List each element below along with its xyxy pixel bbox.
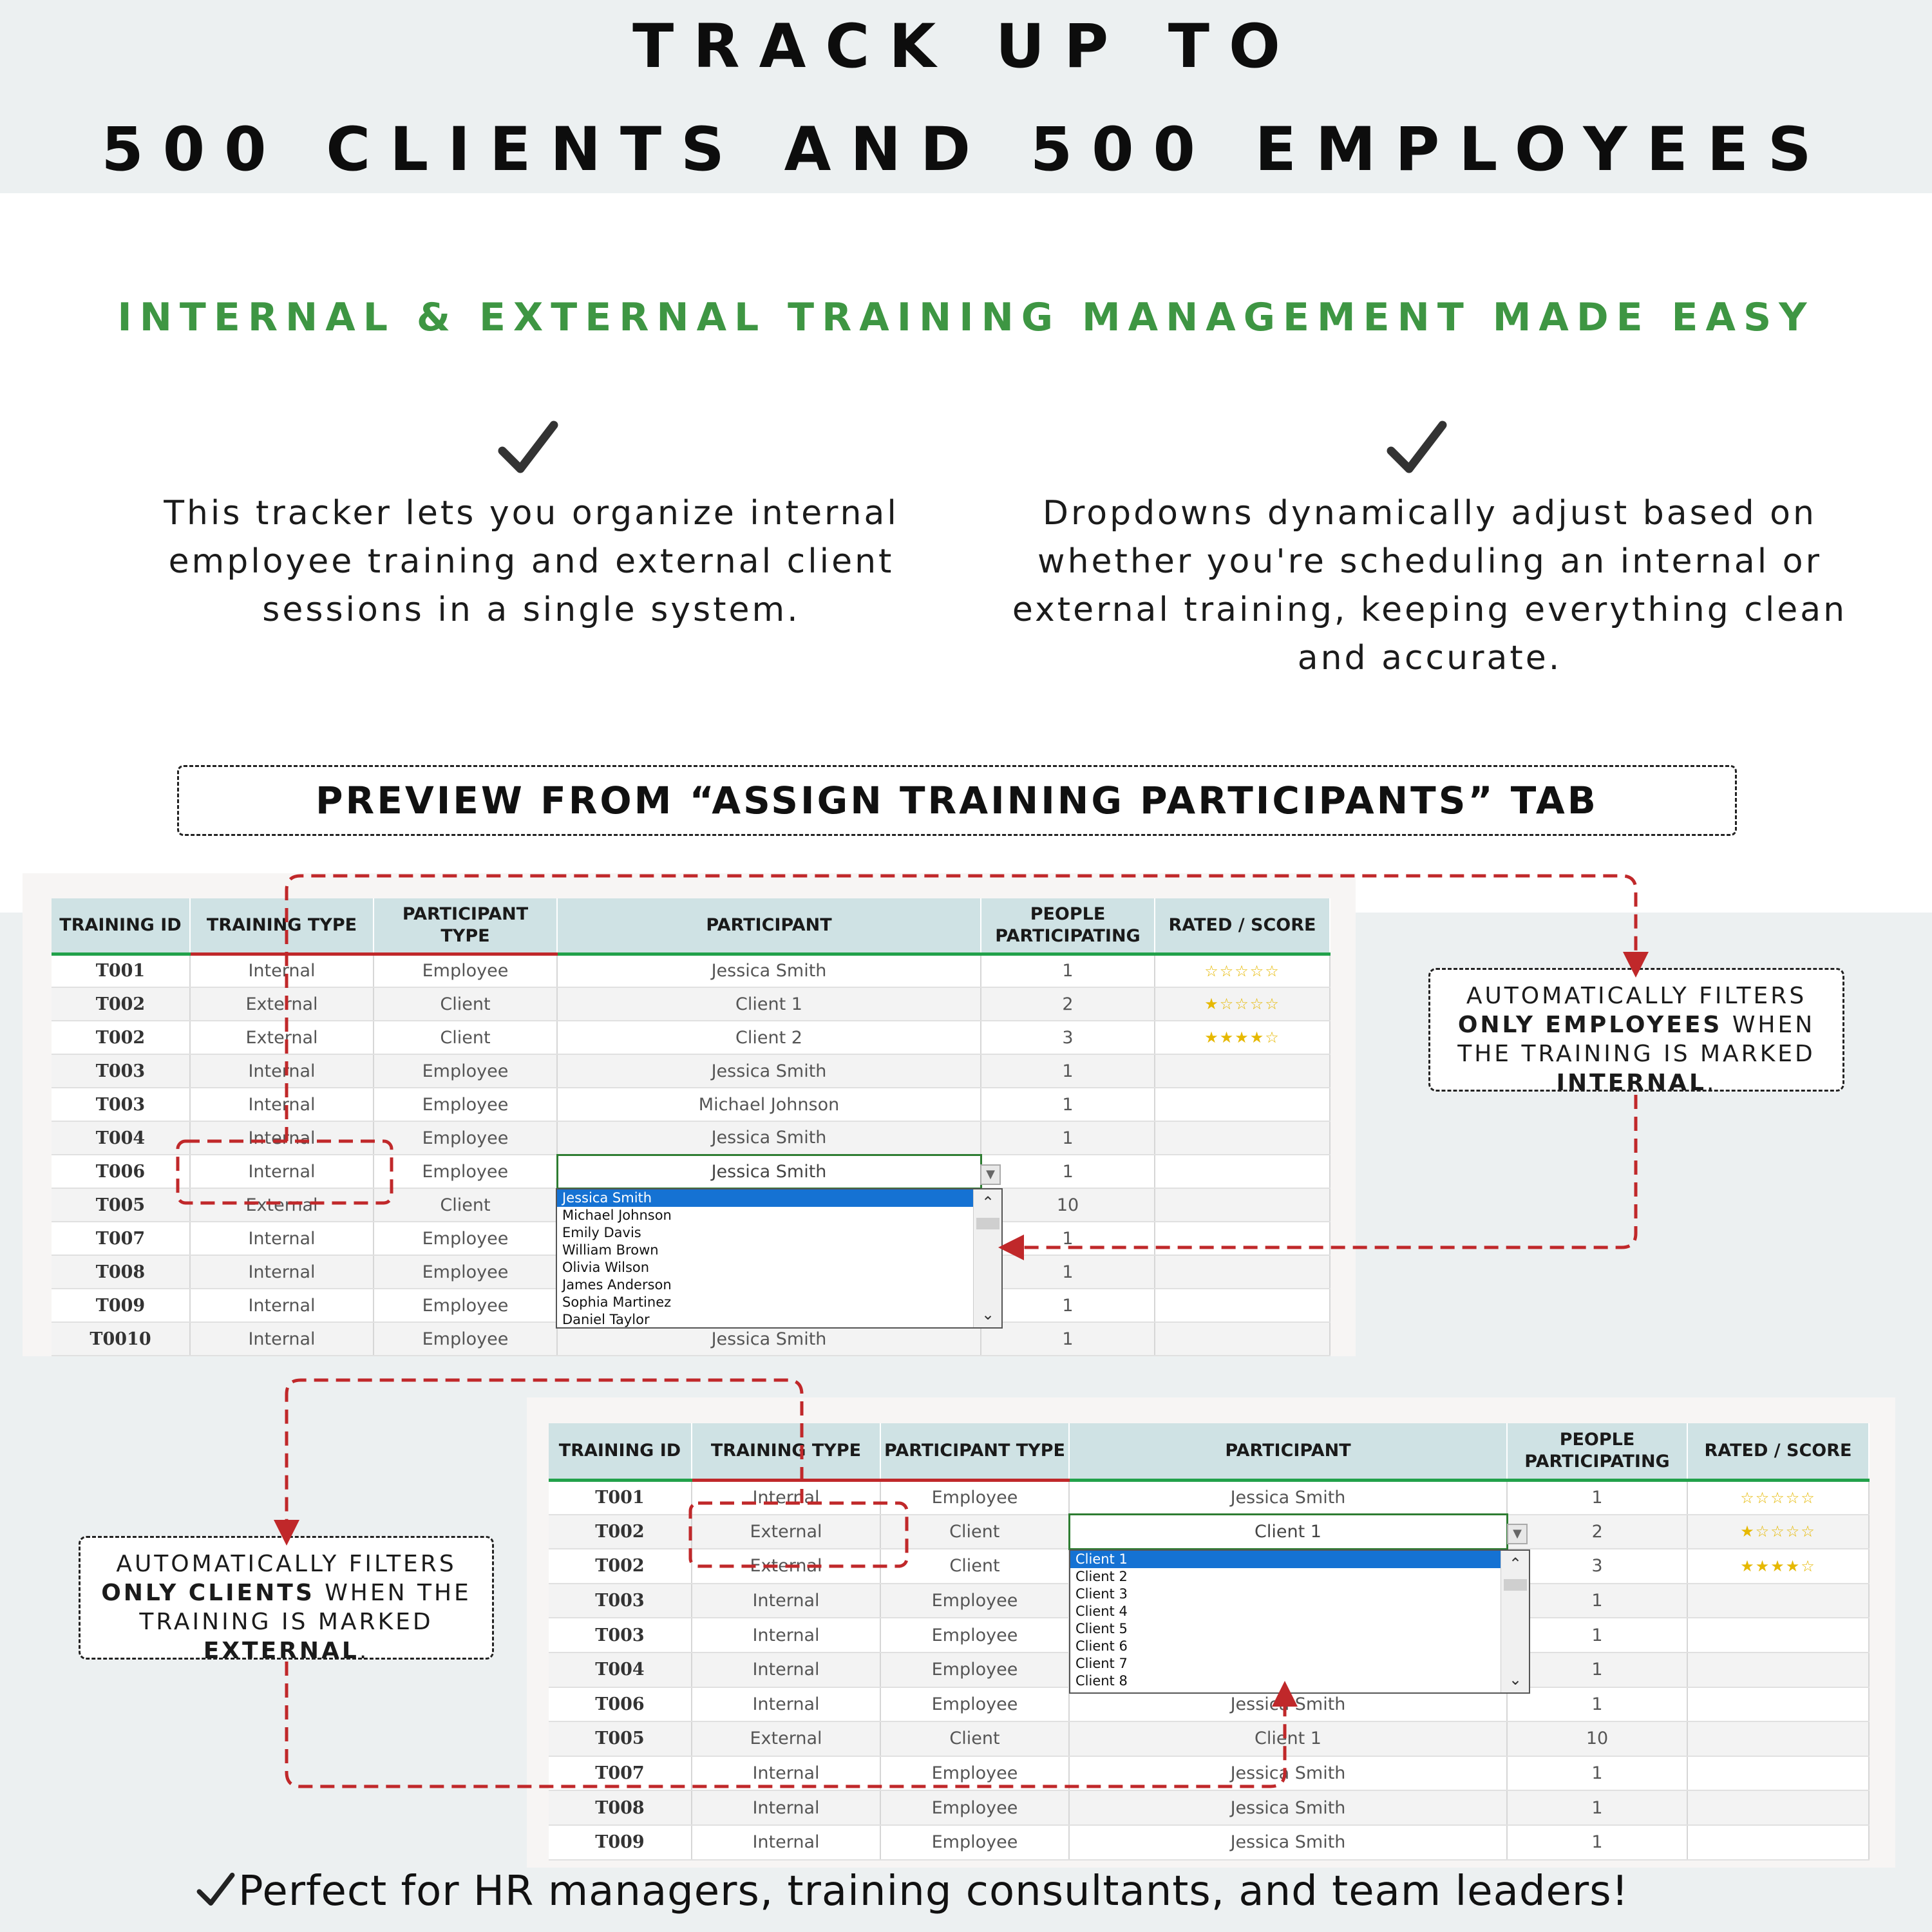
dropdown-option[interactable]: William Brown [562,1242,659,1258]
cell-rated-score[interactable] [1155,1054,1330,1088]
cell-training-id[interactable]: T009 [549,1825,692,1860]
cell-participant-type[interactable]: Client [374,1021,557,1054]
cell-training-type[interactable]: External [190,1188,374,1222]
cell-training-id[interactable]: T007 [52,1222,190,1255]
dropdown-scrollbar[interactable] [1501,1551,1529,1692]
cell-people-participating[interactable]: 1 [981,1121,1155,1155]
cell-rated-score[interactable] [1155,1155,1330,1188]
cell-participant[interactable]: Jessica Smith [1069,1825,1507,1860]
table-row [52,1054,1330,1088]
headline-line-2: 500 CLIENTS AND 500 EMPLOYEES [101,115,1831,185]
cell-training-type[interactable]: Internal [190,1322,374,1356]
cell-participant-type[interactable]: Employee [374,1255,557,1289]
cell-training-type[interactable]: Internal [190,1155,374,1188]
dropdown-option[interactable]: Client 8 [1075,1673,1128,1689]
cell-participant-type[interactable]: Client [880,1549,1069,1584]
cell-training-type[interactable]: Internal [190,1222,374,1255]
cell-rated-score[interactable] [1687,1756,1869,1791]
dropdown-arrow-icon[interactable]: ▼ [1507,1524,1528,1544]
cell-training-id[interactable]: T005 [52,1188,190,1222]
participant-dropdown-clients[interactable] [1069,1549,1530,1694]
checkmark-icon [1385,417,1449,482]
cell-people-participating[interactable]: 1 [1507,1584,1687,1618]
cell-training-id[interactable]: T008 [549,1790,692,1825]
cell-participant-type[interactable]: Employee [374,1088,557,1121]
cell-rated-score[interactable]: ★☆☆☆☆ [1687,1515,1869,1549]
footer-tagline: Perfect for HR managers, training consultants, and team leaders! [193,1868,1803,1915]
cell-training-id[interactable]: T004 [549,1653,692,1687]
dropdown-option[interactable]: Client 3 [1075,1586,1128,1602]
cell-participant-type[interactable]: Employee [880,1618,1069,1653]
scroll-up-icon[interactable]: ⌃ [981,1193,995,1211]
cell-training-type[interactable]: Internal [692,1584,880,1618]
cell-training-id[interactable]: T009 [52,1289,190,1322]
cell-participant-type[interactable]: Employee [374,1289,557,1322]
cell-training-type[interactable]: Internal [692,1480,880,1515]
cell-training-type[interactable]: Internal [692,1653,880,1687]
dropdown-option[interactable]: Client 5 [1075,1621,1128,1636]
cell-training-type[interactable]: External [692,1721,880,1756]
table-row [52,1155,1330,1188]
cell-training-id[interactable]: T001 [549,1480,692,1515]
callout-external: AUTOMATICALLY FILTERS ONLY CLIENTS WHEN THE TRAINING IS MARKED EXTERNAL. [79,1536,494,1660]
cell-training-type[interactable]: External [190,1021,374,1054]
table-row [549,1515,1869,1549]
cell-training-type[interactable]: External [190,987,374,1021]
cell-rated-score[interactable] [1155,1188,1330,1222]
cell-rated-score[interactable] [1687,1618,1869,1653]
dropdown-option[interactable]: Michael Johnson [562,1208,672,1223]
dropdown-option[interactable]: Client 4 [1075,1604,1128,1619]
table-row [52,1088,1330,1121]
cell-people-participating[interactable]: 2 [981,987,1155,1021]
table-row [549,1790,1869,1825]
cell-training-type[interactable]: Internal [692,1790,880,1825]
cell-people-participating[interactable]: 1 [981,1054,1155,1088]
cell-people-participating[interactable]: 1 [981,1255,1155,1289]
subtitle: INTERNAL & EXTERNAL TRAINING MANAGEMENT MADE EASY [117,295,1815,340]
dropdown-option[interactable]: Client 1 [1070,1551,1501,1568]
cell-rated-score[interactable] [1687,1790,1869,1825]
cell-people-participating[interactable]: 3 [981,1021,1155,1054]
col-header-participant-type: PARTICIPANT TYPE [374,898,557,954]
checkmark-icon [496,417,560,482]
dropdown-option[interactable]: Sophia Martinez [562,1294,672,1310]
cell-participant[interactable]: Jessica Smith [557,954,981,987]
cell-training-id[interactable]: T002 [549,1549,692,1584]
cell-training-id[interactable]: T001 [52,954,190,987]
cell-training-id[interactable]: T008 [52,1255,190,1289]
table-row [549,1480,1869,1515]
cell-participant-type[interactable]: Client [880,1515,1069,1549]
cell-rated-score[interactable] [1155,1222,1330,1255]
dropdown-option[interactable]: Client 2 [1075,1569,1128,1584]
cell-participant[interactable]: Jessica Smith [1069,1756,1507,1791]
cell-participant[interactable]: Jessica Smith [1069,1480,1507,1515]
cell-people-participating[interactable]: 1 [1507,1653,1687,1687]
cell-people-participating[interactable]: 3 [1507,1549,1687,1584]
table-row [52,954,1330,987]
cell-participant[interactable]: Client 1 [1069,1515,1507,1549]
cell-training-type[interactable]: Internal [190,1255,374,1289]
cell-training-type[interactable]: Internal [190,1289,374,1322]
participant-dropdown-employees[interactable] [556,1188,1003,1329]
col-header-people-participating: PEOPLE PARTICIPATING [981,898,1155,954]
cell-people-participating[interactable]: 1 [1507,1480,1687,1515]
cell-rated-score[interactable]: ☆☆☆☆☆ [1155,954,1330,987]
cell-training-id[interactable]: T006 [52,1155,190,1188]
cell-people-participating[interactable]: 2 [1507,1515,1687,1549]
cell-people-participating[interactable]: 10 [1507,1721,1687,1756]
cell-rated-score[interactable] [1687,1721,1869,1756]
cell-participant-type[interactable]: Employee [880,1584,1069,1618]
scroll-up-icon[interactable]: ⌃ [1508,1555,1522,1573]
cell-participant-type[interactable]: Employee [880,1480,1069,1515]
table-row [52,987,1330,1021]
dropdown-option[interactable]: Client 7 [1075,1656,1128,1671]
cell-participant[interactable]: Jessica Smith [557,1121,981,1155]
scroll-down-icon[interactable]: ⌄ [1508,1671,1522,1689]
col-header-training-type: TRAINING TYPE [190,898,374,954]
cell-training-id[interactable]: T003 [52,1054,190,1088]
cell-people-participating[interactable]: 1 [1507,1825,1687,1860]
cell-participant-type[interactable]: Employee [374,1054,557,1088]
col-header-people-participating: PEOPLE PARTICIPATING [1507,1423,1687,1480]
cell-people-participating[interactable]: 1 [981,1322,1155,1356]
cell-people-participating[interactable]: 1 [1507,1687,1687,1722]
cell-participant-type[interactable]: Client [374,1188,557,1222]
dropdown-option[interactable]: Emily Davis [562,1225,641,1240]
scroll-down-icon[interactable]: ⌄ [981,1305,995,1323]
cell-rated-score[interactable] [1687,1584,1869,1618]
cell-training-type[interactable]: Internal [692,1825,880,1860]
cell-training-id[interactable]: T006 [549,1687,692,1722]
cell-training-id[interactable]: T005 [549,1721,692,1756]
cell-people-participating[interactable]: 1 [1507,1756,1687,1791]
col-header-participant-type: PARTICIPANT TYPE [880,1423,1069,1480]
cell-rated-score[interactable]: ★★★★☆ [1687,1549,1869,1584]
cell-people-participating[interactable]: 1 [981,954,1155,987]
cell-participant-type[interactable]: Employee [880,1790,1069,1825]
cell-participant-type[interactable]: Employee [374,1121,557,1155]
cell-training-id[interactable]: T004 [52,1121,190,1155]
cell-rated-score[interactable]: ☆☆☆☆☆ [1687,1480,1869,1515]
cell-training-type[interactable]: External [692,1549,880,1584]
cell-training-type[interactable]: Internal [692,1756,880,1791]
dropdown-scrollbar[interactable] [973,1189,1001,1327]
col-header-participant: PARTICIPANT [557,898,981,954]
cell-participant[interactable]: Client 1 [557,987,981,1021]
cell-training-id[interactable]: T003 [549,1584,692,1618]
dropdown-option[interactable]: James Anderson [562,1277,672,1293]
cell-participant[interactable]: Jessica Smith [557,1054,981,1088]
cell-participant-type[interactable]: Employee [880,1756,1069,1791]
col-header-participant: PARTICIPANT [1069,1423,1507,1480]
cell-people-participating[interactable]: 1 [1507,1790,1687,1825]
cell-people-participating[interactable]: 1 [981,1289,1155,1322]
cell-training-id[interactable]: T0010 [52,1322,190,1356]
cell-people-participating[interactable]: 10 [981,1188,1155,1222]
cell-rated-score[interactable] [1155,1255,1330,1289]
cell-training-id[interactable]: T007 [549,1756,692,1791]
col-header-training-type: TRAINING TYPE [692,1423,880,1480]
col-header-rated-score: RATED / SCORE [1687,1423,1869,1480]
cell-training-type[interactable]: Internal [190,1121,374,1155]
callout-internal: AUTOMATICALLY FILTERS ONLY EMPLOYEES WHEN THE TRAINING IS MARKED INTERNAL. [1428,968,1844,1092]
cell-participant-type[interactable]: Employee [880,1687,1069,1722]
cell-training-type[interactable]: Internal [190,954,374,987]
cell-rated-score[interactable] [1155,1289,1330,1322]
table-row [549,1825,1869,1860]
cell-participant-type[interactable]: Employee [374,954,557,987]
dropdown-arrow-icon[interactable]: ▼ [980,1164,1001,1185]
cell-participant[interactable]: Jessica Smith [557,1155,981,1188]
cell-training-id[interactable]: T002 [52,987,190,1021]
cell-training-type[interactable]: Internal [692,1687,880,1722]
cell-participant-type[interactable]: Employee [374,1155,557,1188]
col-header-rated-score: RATED / SCORE [1155,898,1330,954]
dropdown-option[interactable]: Daniel Taylor [562,1312,650,1327]
cell-rated-score[interactable]: ★★★★☆ [1155,1021,1330,1054]
table-row [549,1721,1869,1756]
cell-training-id[interactable]: T003 [52,1088,190,1121]
cell-training-type[interactable]: External [692,1515,880,1549]
cell-training-type[interactable]: Internal [190,1088,374,1121]
cell-training-type[interactable]: Internal [190,1054,374,1088]
checkmark-icon [193,1870,238,1911]
cell-people-participating[interactable]: 1 [981,1155,1155,1188]
dropdown-option[interactable]: Olivia Wilson [562,1260,650,1275]
feature-text-1: This tracker lets you organize internal employee training and external client sessions in a single system. [164,494,899,629]
cell-participant[interactable]: Client 2 [557,1021,981,1054]
cell-participant-type[interactable]: Employee [374,1322,557,1356]
cell-training-id[interactable]: T003 [549,1618,692,1653]
cell-participant[interactable]: Jessica Smith [1069,1687,1507,1722]
cell-rated-score[interactable]: ★☆☆☆☆ [1155,987,1330,1021]
cell-rated-score[interactable] [1687,1825,1869,1860]
cell-rated-score[interactable] [1687,1653,1869,1687]
cell-people-participating[interactable]: 1 [981,1222,1155,1255]
cell-rated-score[interactable] [1155,1121,1330,1155]
scroll-thumb[interactable] [976,1218,999,1229]
table-row [549,1756,1869,1791]
table-row [52,1021,1330,1054]
dropdown-option[interactable]: Jessica Smith [557,1189,973,1207]
cell-people-participating[interactable]: 1 [1507,1618,1687,1653]
cell-participant-type[interactable]: Client [880,1721,1069,1756]
preview-label: PREVIEW FROM “ASSIGN TRAINING PARTICIPANTS” TAB [177,765,1737,836]
scroll-thumb[interactable] [1504,1579,1527,1591]
table-row [52,1121,1330,1155]
cell-participant[interactable]: Client 1 [1069,1721,1507,1756]
headline-line-1: TRACK UP TO [632,12,1300,82]
col-header-training-id: TRAINING ID [549,1423,692,1480]
cell-participant[interactable]: Jessica Smith [557,1322,981,1356]
cell-training-type[interactable]: Internal [692,1618,880,1653]
cell-training-id[interactable]: T002 [549,1515,692,1549]
cell-rated-score[interactable] [1155,1322,1330,1356]
cell-people-participating[interactable]: 1 [981,1088,1155,1121]
cell-participant-type[interactable]: Employee [880,1825,1069,1860]
cell-participant[interactable]: Jessica Smith [1069,1790,1507,1825]
cell-rated-score[interactable] [1687,1687,1869,1722]
cell-participant-type[interactable]: Employee [374,1222,557,1255]
cell-participant-type[interactable]: Employee [880,1653,1069,1687]
feature-text-2: Dropdowns dynamically adjust based on whether you're scheduling an internal or external training, keeping everything clean and accurate. [1012,494,1848,677]
cell-training-id[interactable]: T002 [52,1021,190,1054]
col-header-training-id: TRAINING ID [52,898,190,954]
cell-participant-type[interactable]: Client [374,987,557,1021]
dropdown-option[interactable]: Client 6 [1075,1638,1128,1654]
cell-participant[interactable]: Michael Johnson [557,1088,981,1121]
cell-rated-score[interactable] [1155,1088,1330,1121]
